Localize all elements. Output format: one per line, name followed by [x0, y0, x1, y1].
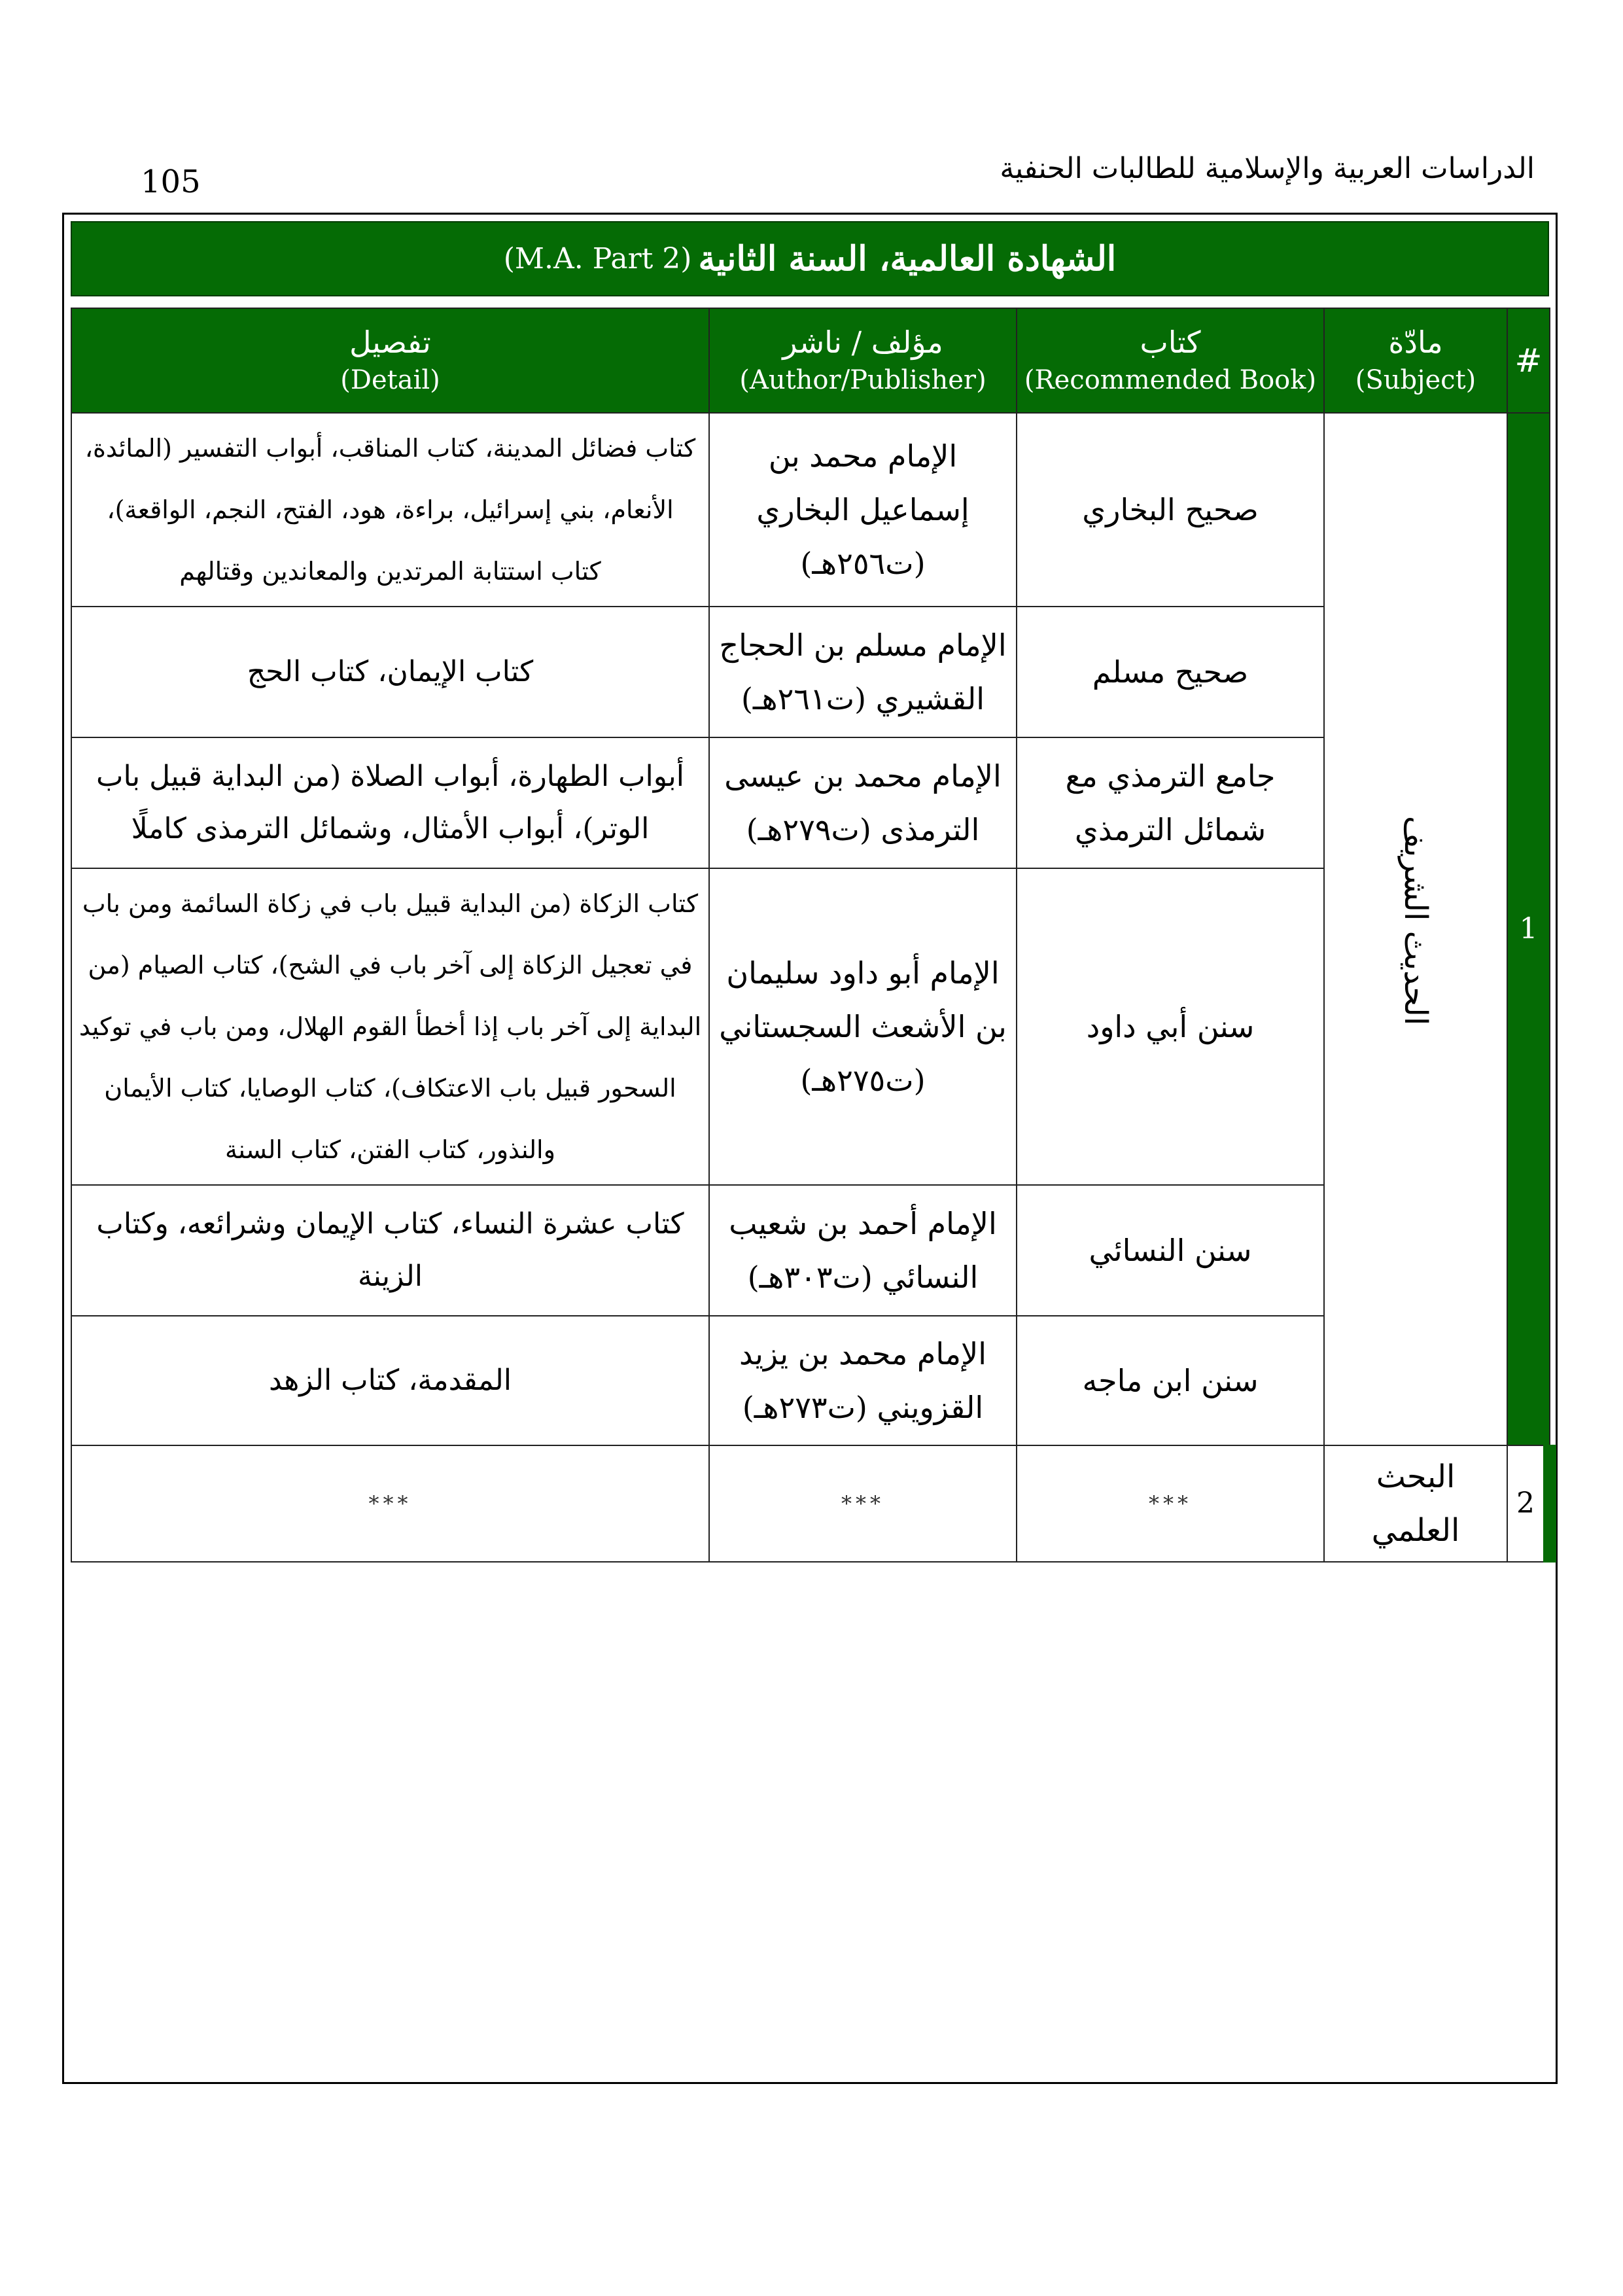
- book-cell: سنن أبي داود: [1017, 868, 1324, 1185]
- table-row: [71, 1445, 1550, 1562]
- detail-cell: كتاب فضائل المدينة، كتاب المناقب، أبواب التفسير (المائدة، الأنعام، بني إسرائيل، براءة، هود، الفتح، النجم، الواقعة)، كتاب استتابة المرتدين والمعاندين وقتالهم: [71, 413, 709, 607]
- author-cell: الإمام مسلم بن الحجاج القشيري (ت٢٦١هـ): [709, 607, 1017, 737]
- author-cell: الإمام أبو داود سليمان بن الأشعث السجستاني (ت٢٧٥هـ): [709, 868, 1017, 1185]
- book-cell: سنن النسائي: [1017, 1185, 1324, 1316]
- table-header-row: [71, 308, 1550, 413]
- author-cell: الإمام محمد بن عيسى الترمذى (ت٢٧٩هـ): [709, 737, 1017, 868]
- book-cell: صحيح البخاري: [1017, 413, 1324, 607]
- detail-cell: ***: [71, 1445, 709, 1562]
- curriculum-table: [71, 308, 1556, 1563]
- book-cell: سنن ابن ماجه: [1017, 1316, 1324, 1445]
- table-row: [71, 413, 1550, 607]
- column-header-author: مؤلف / ناشر (Author/Publisher): [709, 308, 1017, 413]
- book-cell: ***: [1017, 1445, 1324, 1562]
- section-number: 2: [1507, 1445, 1550, 1562]
- column-header-book: كتاب (Recommended Book): [1017, 308, 1324, 413]
- detail-cell: كتاب الإيمان، كتاب الحج: [71, 607, 709, 737]
- banner-title-english: (M.A. Part 2): [503, 242, 692, 275]
- section-subject: [1324, 413, 1507, 1445]
- book-cell: صحيح مسلم: [1017, 607, 1324, 737]
- author-cell: الإمام محمد بن يزيد القزويني (ت٢٧٣هـ): [709, 1316, 1017, 1445]
- column-header-subject: مادّة (Subject): [1324, 308, 1507, 413]
- table-banner: [71, 221, 1549, 296]
- section-subject: البحث العلمي: [1324, 1445, 1507, 1562]
- detail-cell: كتاب الزكاة (من البداية قبيل باب في زكاة السائمة ومن باب في تعجيل الزكاة إلى آخر باب في الشح)، كتاب الصيام (من البداية إلى آخر باب إذا أخطأ القوم الهلال، ومن باب في توكيد السحور قبيل باب الاعتكاف)، كتاب الوصايا، كتاب الأيمان والنذور، كتاب الفتن، كتاب السنة: [71, 868, 709, 1185]
- detail-cell: أبواب الطهارة، أبواب الصلاة (من البداية قبيل باب الوتر)، أبواب الأمثال، وشمائل الترمذى كاملًا: [71, 737, 709, 868]
- running-title: الدراسات العربية والإسلامية للطالبات الحنفية: [1000, 152, 1535, 185]
- column-header-detail: تفصيل (Detail): [71, 308, 709, 413]
- author-cell: ***: [709, 1445, 1017, 1562]
- detail-cell: كتاب عشرة النساء، كتاب الإيمان وشرائعه، وكتاب الزينة: [71, 1185, 709, 1316]
- section-number: 1: [1507, 413, 1550, 1445]
- detail-cell: المقدمة، كتاب الزهد: [71, 1316, 709, 1445]
- page-number: 105: [141, 164, 201, 200]
- section-subject-label: الحديث الشريف: [1397, 816, 1434, 1026]
- author-cell: الإمام أحمد بن شعيب النسائي (ت٣٠٣هـ): [709, 1185, 1017, 1316]
- column-header-number: #: [1507, 308, 1550, 413]
- banner-title-arabic: الشهادة العالمية، السنة الثانية: [698, 239, 1117, 279]
- book-cell: جامع الترمذي مع شمائل الترمذي: [1017, 737, 1324, 868]
- author-cell: الإمام محمد بن إسماعيل البخاري (ت٢٥٦هـ): [709, 413, 1017, 607]
